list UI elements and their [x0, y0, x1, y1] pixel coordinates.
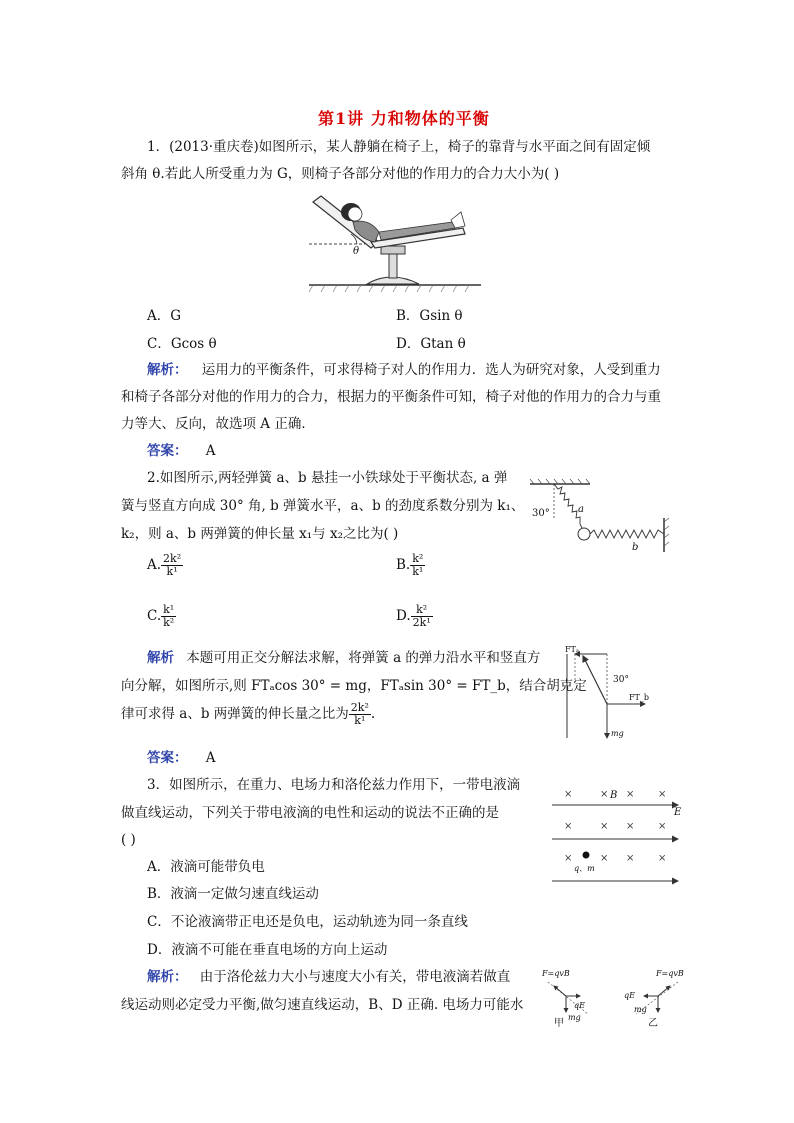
q2-option-b-denominator: k¹ — [412, 565, 424, 578]
svg-text:×: × — [626, 789, 635, 800]
svg-text:×: × — [564, 821, 573, 832]
q2-answer-label: 答案： — [147, 750, 188, 766]
q2-option-a — [147, 553, 183, 578]
q3-fig-yi-qe-label: qE — [624, 991, 635, 1000]
q2-option-d-prefix: D. — [396, 608, 411, 624]
q2-option-c-fraction — [161, 604, 176, 629]
q1-solution-line1 — [147, 360, 661, 380]
q2-option-c-prefix: C. — [147, 608, 162, 624]
svg-text:×: × — [658, 821, 667, 832]
q2-solution-period: . — [370, 706, 376, 722]
svg-text:×: × — [626, 821, 635, 832]
q2-solution-text1: 本题可用正交分解法求解，将弹簧 a 的弹力沿水平和竖直方 — [186, 650, 541, 666]
q3-fig-yi-force-label: F=qvB — [656, 969, 684, 978]
q3-stem-line3: ( ) — [121, 832, 136, 848]
svg-text:×: × — [600, 789, 609, 800]
q3-stem-line1: 3．如图所示，在重力、电场力和洛伦兹力作用下，一带电液滴 — [147, 777, 521, 793]
q3-solution-line2: 线运动则必定受力平衡,做匀速直线运动，B、D 正确. 电场力可能水 — [121, 997, 524, 1013]
q2-solution-line3 — [121, 702, 375, 727]
q1-solution-line3: 力等大、反向，故选项 A 正确． — [121, 416, 315, 432]
svg-text:×: × — [600, 821, 609, 832]
q2-option-c-numerator: k¹ — [163, 603, 175, 616]
q2-option-c — [147, 604, 176, 629]
q3-fig-jia-mg-label: mg — [568, 1013, 581, 1022]
q1-answer — [147, 441, 216, 461]
q2-option-a-prefix: A. — [147, 557, 162, 573]
q2-solution-line2: 向分解，如图所示,则 FTₐcos 30° = mg，FTₐsin 30° = FT_b，结合胡克定 — [121, 678, 587, 694]
q2-spring-b-label: b — [632, 542, 639, 553]
q1-option-d: D．Gtan θ — [396, 336, 466, 352]
q2-angle-label: 30° — [532, 508, 550, 519]
q3-fig-jia-caption: 甲 — [554, 1018, 564, 1028]
svg-text:×: × — [564, 853, 573, 864]
q2-option-b-prefix: B. — [396, 557, 411, 573]
q2-option-d-numerator: k² — [411, 604, 433, 617]
q2-solution-line1 — [147, 648, 540, 668]
q3-e-field-label: E — [674, 807, 682, 818]
q2-spring-figure — [528, 478, 672, 554]
q1-stem-line2: 斜角 θ.若此人所受重力为 G，则椅子各部分对他的作用力的合力大小为( ) — [121, 166, 560, 182]
q2-solution-text3: 律可求得 a、b 两弹簧的伸长量之比为 — [121, 706, 349, 722]
q2-answer-value: A — [205, 750, 216, 766]
q2-mg-label: mg — [611, 729, 624, 738]
q2-option-a-denominator: k¹ — [166, 565, 178, 578]
q2-option-c-denominator: k² — [163, 616, 175, 629]
page-title: 第1讲 力和物体的平衡 — [318, 109, 490, 128]
q3-charge-mass-label: q、m — [574, 864, 595, 873]
svg-text:×: × — [600, 853, 609, 864]
q2-option-d-denominator: 2k¹ — [412, 616, 431, 629]
q2-solution-numerator: 2k² — [350, 701, 369, 714]
q1-answer-value: A — [205, 443, 216, 459]
q3-fig-yi-mg-label: mg — [634, 1005, 647, 1014]
q2-option-a-numerator: 2k² — [163, 552, 182, 565]
svg-text:×: × — [626, 853, 635, 864]
q2-option-b — [396, 553, 425, 578]
q1-option-b: B．Gsin θ — [396, 308, 463, 324]
q3-force-diagrams — [540, 962, 700, 1028]
q3-stem-line2: 做直线运动，下列关于带电液滴的电性和运动的说法不正确的是 — [121, 805, 499, 821]
q1-solution-label: 解析： — [147, 362, 188, 378]
q2-option-d-fraction — [411, 604, 433, 629]
q1-solution-text1: 运用力的平衡条件，可求得椅子对人的作用力．选人为研究对象，人受到重力 — [201, 362, 661, 378]
q3-solution-line1 — [147, 967, 510, 987]
q2-ftb-label: FT_b — [629, 693, 650, 702]
q2-solution-denominator: k¹ — [354, 714, 366, 727]
q3-fig-jia-force-label: F=qvB — [542, 969, 570, 978]
q3-option-a: A．液滴可能带负电 — [147, 859, 265, 875]
q2-solution-label: 解析 — [147, 650, 174, 666]
q2-force-diagram — [563, 642, 665, 742]
q2-fta-label: FTₐ — [565, 645, 579, 654]
q2-option-d — [396, 604, 433, 629]
svg-text:×: × — [658, 789, 667, 800]
q2-option-b-numerator: k² — [412, 552, 424, 565]
q3-solution-label: 解析： — [147, 969, 188, 985]
q2-stem-line2: 簧与竖直方向成 30° 角, b 弹簧水平，a、b 的劲度系数分别为 k₁、 — [121, 498, 525, 514]
q1-answer-label: 答案： — [147, 443, 188, 459]
q2-solution-fraction — [349, 702, 371, 727]
q3-field-figure — [550, 785, 685, 897]
svg-text:×: × — [658, 853, 667, 864]
q2-option-b-fraction — [410, 553, 425, 578]
q1-angle-label: θ — [353, 246, 360, 257]
q1-option-c: C．Gcos θ — [147, 336, 217, 352]
q3-solution-text1: 由于洛伦兹力大小与速度大小有关，带电液滴若做直 — [199, 969, 511, 985]
q2-option-a-fraction — [161, 553, 183, 578]
q3-b-field-label: B — [610, 790, 618, 801]
q3-fig-yi-caption: 乙 — [648, 1018, 658, 1028]
q2-spring-a-label: a — [578, 504, 584, 515]
q3-option-c: C．不论液滴带正电还是负电，运动轨迹为同一条直线 — [147, 914, 468, 930]
q3-option-b: B．液滴一定做匀速直线运动 — [147, 886, 319, 902]
svg-text:×: × — [564, 789, 573, 800]
q2-stem-line1: 2.如图所示,两轻弹簧 a、b 悬挂一小铁球处于平衡状态, a 弹 — [147, 470, 508, 486]
q2-force-angle-label: 30° — [613, 675, 629, 685]
q3-fig-jia-qe-label: qE — [574, 1001, 585, 1010]
q2-answer — [147, 748, 216, 768]
q2-stem-line3: k₂，则 a、b 两弹簧的伸长量 x₁与 x₂之比为( ) — [121, 526, 399, 542]
q1-solution-line2: 和椅子各部分对他的作用力的合力，根据力的平衡条件可知，椅子对他的作用力的合力与重 — [121, 389, 661, 405]
q1-option-a: A．G — [147, 308, 182, 324]
q1-reclining-chair-figure — [305, 192, 485, 294]
q3-option-d: D．液滴不可能在垂直电场的方向上运动 — [147, 942, 388, 958]
q1-stem-line1: 1．(2013·重庆卷)如图所示，某人静躺在椅子上，椅子的靠背与水平面之间有固定倾 — [147, 139, 651, 155]
